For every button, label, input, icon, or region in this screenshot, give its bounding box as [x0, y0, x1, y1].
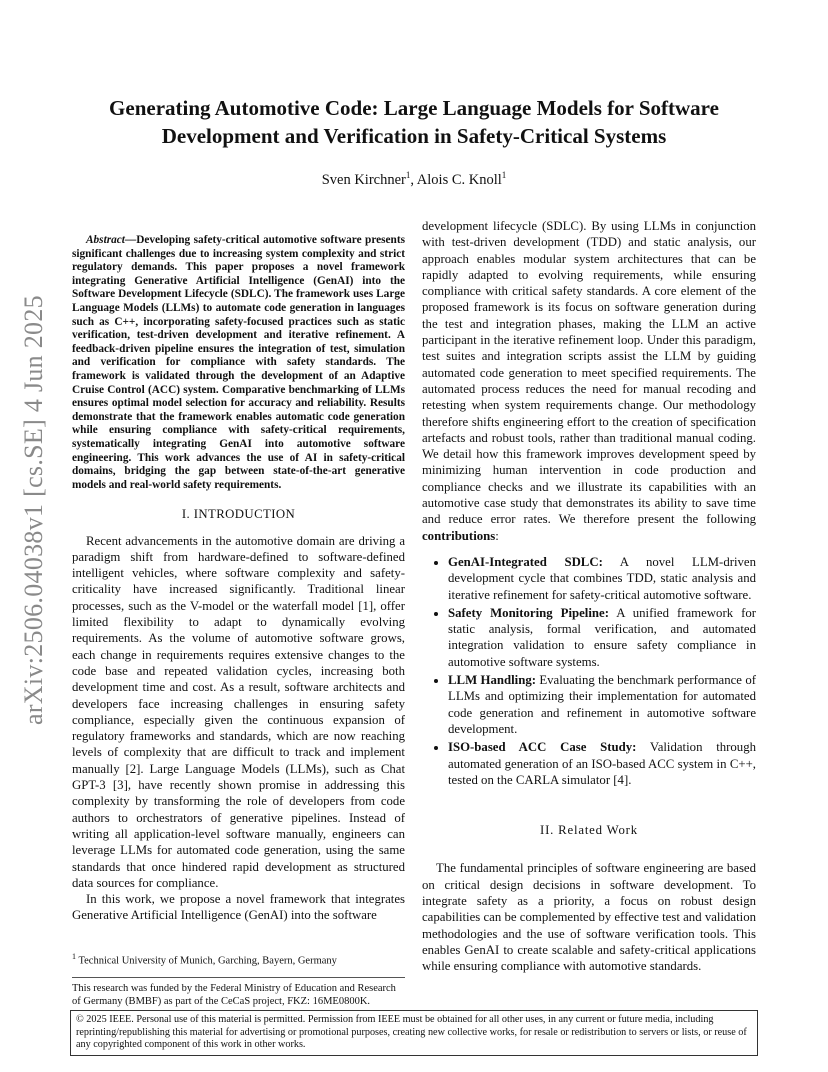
- abstract-label: Abstract: [86, 234, 125, 246]
- contributions-keyword: contributions: [422, 528, 496, 543]
- paper-title: Generating Automotive Code: Large Language Models for Software Development and Verification in Safety-Critical Systems: [109, 96, 719, 148]
- section-heading-related-work: II. Related Work: [540, 823, 638, 838]
- list-item: [448, 605, 756, 670]
- author-separator: ,: [410, 171, 417, 188]
- contribution-text: A unified framework for static analysis, formal verification, and automated integration validation to ensure safety compliance in automotive software systems.: [448, 605, 756, 669]
- footnote-text: Technical University of Munich, Garching, Bayern, Germany: [78, 955, 337, 967]
- contribution-term: Safety Monitoring Pipeline:: [448, 605, 609, 620]
- abstract-text: Developing safety-critical automotive software presents significant challenges due to increasing system complexity and strict regulatory demands. This paper proposes a novel framework integrating Generative Artificial Intelligence (GenAI) into the Software Development Lifecycle (SDLC). The framework uses Large Language Models (LLMs) to automate code generation in languages such as C++, incorporating safety-focused practices such as static verification, test-driven development and iterative refinement. A feedback-driven pipeline ensures the integration of test, simulation and verification for compliance with safety standards. The framework is validated through the development of an Adaptive Cruise Control (ACC) system. Comparative benchmarking of LLMs ensures optimal model selection for accuracy and reliability. Results demonstrate that the framework enables automatic code generation while ensuring compliance with safety-critical requirements, systematically integrating GenAI into automotive software engineering. This work advances the use of AI in safety-critical domains, bridging the gap between state-of-the-art generative models and real-world safety requirements.: [72, 234, 405, 491]
- contribution-term: GenAI-Integrated SDLC:: [448, 554, 603, 569]
- section-heading-introduction: I. INTRODUCTION: [181, 507, 296, 522]
- list-item: [448, 672, 756, 737]
- related-work-paragraph: The fundamental principles of software engineering are based on critical design decisions in software development. To integrate safety as a priority, a focus on robust design capabilities can be complemented by effective test and validation methodologies and the use of software verification tools. This enables GenAI to create scalable and safety-critical applications while ensuring compliance with automotive standards.: [422, 861, 756, 974]
- paragraph-text: :: [495, 528, 499, 543]
- author-name: Sven Kirchner: [321, 171, 406, 188]
- contribution-text: A novel LLM-driven development cycle that combines TDD, static analysis and iterative refinement for safety-critical automotive software.: [448, 554, 757, 602]
- author-line: [60, 170, 768, 189]
- funding-note: This research was funded by the Federal Ministry of Education and Research of Germany (BMBF) as part of the CeCaS project, FKZ: 16ME0800K.: [72, 977, 405, 1008]
- affiliation-footnote: [72, 950, 405, 968]
- list-item: [448, 739, 756, 788]
- affiliation-mark: 1: [501, 170, 507, 180]
- affiliation-mark: 1: [405, 170, 411, 180]
- contribution-text: Validation through automated generation of an ISO-based ACC system in C++, tested on the CARLA simulator [4].: [448, 740, 757, 787]
- intro-paragraph: In this work, we propose a novel framework that integrates Generative Artificial Intelligence (GenAI) into the software: [72, 892, 405, 923]
- right-column: [422, 218, 756, 974]
- intro-paragraph-continued: [422, 218, 756, 544]
- arxiv-identifier: arXiv:2506.04038v1 [cs.SE] 4 Jun 2025: [19, 295, 48, 725]
- contribution-term: LLM Handling:: [448, 673, 536, 688]
- list-item: [448, 554, 756, 603]
- paragraph-text: development lifecycle (SDLC). By using LLMs in conjunction with test-driven development (TDD) and static analysis, our approach enables modular system architectures that can be rapidly adapted to evolving requirements, while ensuring compliance with critical safety standards. A core element of the proposed framework is its focus on software generation during the test and integration phases, making the LLM an active participant in the iterative refinement loop. Under this paradigm, test suites and integration scripts assist the LLM by guiding automated code generation to meet specified requirements. The automated process reduces the need for manual recoding and retesting when system requirements change. Our methodology therefore shifts engineering effort to the creation of specification artefacts and robust tools, rather than traditional manual coding. We detail how this framework improves development speed by minimizing human intervention in code production and compliance checks and we illustrate its capabilities with an automotive case study that demonstrates its ability to save time and reduce error rates. We therefore present the following: [422, 219, 756, 527]
- left-column: [72, 218, 405, 1008]
- contribution-text: Evaluating the benchmark performance of LLMs and optimizing their implementation for automated code generation and refinement in automotive software development.: [448, 673, 756, 736]
- contribution-term: ISO-based ACC Case Study:: [448, 740, 637, 755]
- abstract-dash: —: [124, 234, 137, 246]
- copyright-notice: © 2025 IEEE. Personal use of this material is permitted. Permission from IEEE must be obtained for all other uses, in any current or future media, including reprinting/republishing this material for advertising or promotional purposes, creating new collective works, for resale or redistribution to servers or lists, or reuse of any copyrighted component of this work in other works.: [70, 1010, 758, 1056]
- footnote-mark: 1: [72, 951, 76, 961]
- contributions-list: [422, 554, 756, 788]
- intro-paragraph: Recent advancements in the automotive domain are driving a paradigm shift from hardware-defined to software-defined intelligent vehicles, where software complexity and safety-criticality have increased significantly. Traditional linear processes, such as the V-model or the waterfall model [1], offer limited flexibility to adapt to dynamically evolving requirements. As the volume of automotive software grows, each change in requirements requires extensive changes to the code base and repeated validation cycles, increasing both development time and cost. As a result, software architects and developers face increasing challenges in ensuring safety compliance, especially given the continuous expansion of regulatory frameworks and standards, which are now reaching levels of complexity that are difficult to track and implement manually [2]. Large Language Models (LLMs), such as Chat GPT-3 [3], have recently shown promise in addressing this complexity by transforming the role of developers from code authors to orchestrators of generative pipelines. Instead of writing all application-level software manually, engineers can leverage LLMs for automated code generation, using the same standards that once hindered rapid development as structured data sources for compliance.: [72, 533, 405, 890]
- author-name: Alois C. Knoll: [416, 171, 502, 188]
- abstract: [72, 234, 405, 492]
